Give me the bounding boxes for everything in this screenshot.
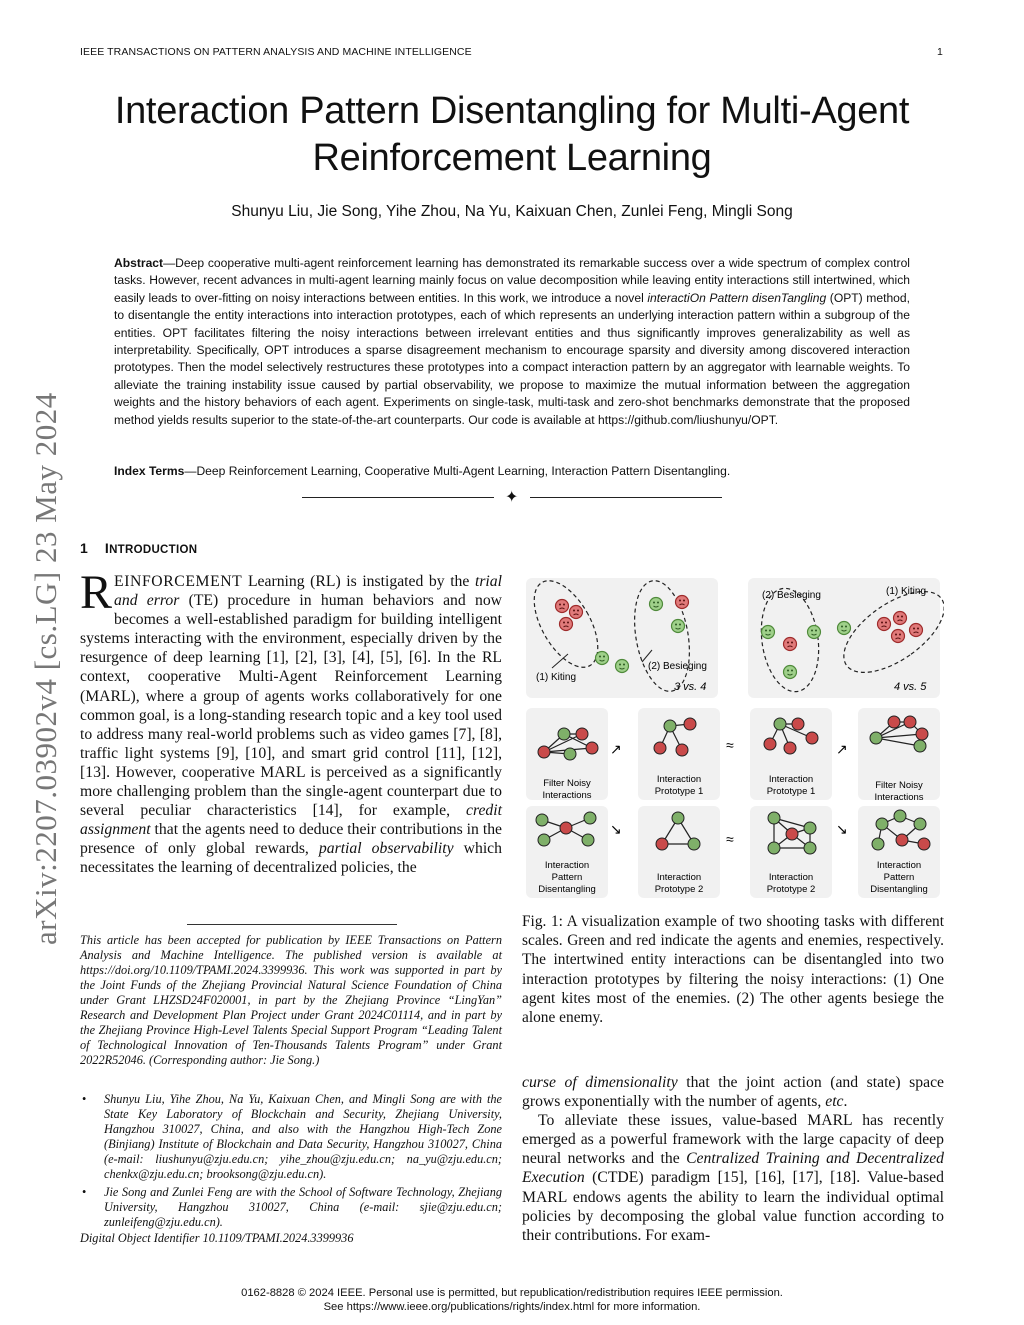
enemy-node [586,742,598,754]
label-filter-noisy-right-2: Interactions [874,792,924,803]
title-line-2: Reinforcement Learning [312,137,712,179]
intro-text-a: Learning (RL) is instigated by the [242,573,475,590]
label-filter-noisy-left-1: Filter Noisy [543,778,591,789]
agent-icon [616,660,629,673]
right-column-text [522,1073,944,1245]
agent-node [876,818,888,830]
affiliation-item: • Shunyu Liu, Yihe Zhou, Na Yu, Kaixuan Chen, and Mingli Song are with the State Key Laboratory of Blockchain and Security, Zhejiang University, Hangzhou 310027, China, and also with the Hangzhou High-Tech Zone (Binjiang) Institute of Blockchain and Data Security, Hangzhou 310027, China (e-mail: liushunyu@zju.edu.cn; yihe_zhou@zju.edu.cn; na_yu@zju.edu.cn; chenkx@zju.edu.cn; brooksong@zju.edu.cn). [80,1092,502,1182]
agent-node [774,718,786,730]
label-proto2-b-1: Interaction [768,872,814,883]
agent-node [558,728,570,740]
intro-paragraph [80,566,502,878]
agent-icon [650,598,663,611]
label-disentangle-right-2: Pattern [883,872,915,883]
enemy-node [538,746,550,758]
right-text-2b: (CTDE) paradigm [15], [16], [17], [18]. Value-based MARL endows agents the ability to learn the individual optimal policies by decomposing the global value function according to their contributions. For exam- [522,1169,944,1244]
label-besieging-right: (2) Besieging [762,590,821,601]
agent-node [768,842,780,854]
affiliation-item: • Jie Song and Zunlei Feng are with the School of Software Technology, Zhejiang University, Hangzhou 310027, China (e-mail: sjie@zju.edu.cn; zunleifeng@zju.edu.cn). [80,1185,502,1230]
arrow-icon: ↗ [836,741,848,757]
label-besieging-left: (2) Besieging [648,661,707,672]
method-name: interactiOn Pattern disenTangling [647,290,827,305]
author-list: Shunyu Liu, Jie Song, Yihe Zhou, Na Yu, Kaixuan Chen, Zunlei Feng, Mingli Song [231,203,793,220]
agent-node [536,814,548,826]
abstract-text-2: (OPT) method, to disentangle the entity interactions into interaction prototypes, each of which represents an underlying interaction pattern within a subgroup of the entities. OPT facilitates filtering the noisy interactions between irrelevant entities and thus significantly improves generalizability as well as interpretability. Specifically, OPT introduces a sparse disagreement mechanism to encourage sparsity and diversity among discovered interaction prototypes. Then the model selectively restructures these prototypes into a compact interaction pattern by an aggregator with learnable weights. To alleviate the training instability issue caused by partial observability, we propose to maximize the mutual information between the aggregation weights and the history behaviors of each agent. Experiments on single-task, multi-task and zero-shot benchmarks demonstrate that the proposed method yields results superior to the state-of-the-art counterparts. Our code is available at https://github.com/liushunyu/OPT. [114,290,910,427]
label-kiting-left: (1) Kiting [536,672,577,683]
intro-text-d: which necessitates the learning of decentralized policies, the [80,840,502,877]
agent-icon [762,626,775,639]
label-kiting-right: (1) Kiting [886,586,927,597]
title-line-1: Interaction Pattern Disentangling for Multi-Agent [114,90,910,132]
label-disentangle-right-3: Disentangling [870,884,928,895]
label-proto1-a-2: Prototype 1 [654,786,704,797]
right-paragraph-1 [522,1073,944,1111]
enemy-node [654,742,666,754]
figure-1-graphic [522,572,944,902]
enemy-icon [878,618,891,631]
section-heading [80,540,197,556]
label-proto1-b-1: Interaction [768,774,814,785]
index-terms [114,464,910,478]
label-disentangle-right-1: Interaction [876,860,922,871]
agent-node [584,812,596,824]
affiliation-list [80,1092,502,1233]
index-terms-text: —Deep Reinforcement Learning, Cooperative Multi-Agent Learning, Interaction Pattern Disentangling. [184,464,731,478]
running-head: IEEE TRANSACTIONS ON PATTERN ANALYSIS AND MACHINE INTELLIGENCE [80,46,472,58]
agent-node [564,748,576,760]
approx-icon: ≈ [726,737,734,753]
intro-credit-assignment: credit assignment [80,802,502,839]
enemy-icon [560,618,573,631]
label-filter-noisy-right-1: Filter Noisy [875,780,923,791]
section-title-rest: NTRODUCTION [109,544,198,556]
index-terms-label: Index Terms [114,464,185,478]
paper-title [60,88,964,182]
enemy-node [806,732,818,744]
agent-node [664,720,676,732]
abstract [114,255,910,429]
agent-node [538,834,550,846]
intro-text-c: that the agents need to deduce their contributions in the presence of only global rewards, [80,821,502,858]
abstract-text-1: —Deep cooperative multi-agent reinforcement learning has demonstrated its remarkable success over a wide spectrum of complex control tasks. However, recent advances in multi-agent learning mainly focus on value decomposition while leaving entity interactions still intertwined, which easily leads to over-fitting on noisy interactions between entities. In this work, we introduce a novel [114,256,910,305]
agent-node [914,740,926,752]
enemy-node [684,718,696,730]
enemy-node [560,822,572,834]
enemy-node [792,718,804,730]
scale-label-right: 4 vs. 5 [894,681,927,693]
label-disentangle-left-3: Disentangling [538,884,596,895]
doi-line: Digital Object Identifier 10.1109/TPAMI.2024.3399936 [80,1231,354,1245]
drop-cap: R [80,566,113,619]
enemy-node [888,716,900,728]
agent-node [804,842,816,854]
label-proto2-a-2: Prototype 2 [654,884,704,895]
section-title-first: I [104,540,110,556]
right-paragraph-2 [522,1111,944,1245]
curse-term: curse of dimensionality [522,1074,678,1091]
enemy-node [918,838,930,850]
label-disentangle-left-1: Interaction [544,860,590,871]
enemy-icon [910,624,923,637]
enemy-node [896,834,908,846]
agent-node [872,838,884,850]
agent-node [894,810,906,822]
enemy-node [676,744,688,756]
label-proto2-a-1: Interaction [656,872,702,883]
agent-node [688,838,700,850]
separator-line-right [530,497,722,498]
separator-diamond-icon: ✦ [505,487,519,506]
intro-partial-observability: partial observability [318,840,454,858]
etc-term: etc [825,1093,844,1111]
footer-line-1: 0162-8828 © 2024 IEEE. Personal use is permitted, but republication/redistribution requires IEEE permission. [241,1287,783,1299]
enemy-node [784,742,796,754]
footer-line-2: See https://www.ieee.org/publications/rights/index.html for more information. [323,1300,701,1313]
label-disentangle-left-2: Pattern [551,872,583,883]
agent-icon [672,620,685,633]
enemy-icon [556,600,569,613]
ctde-term: Centralized Training and Decentralized Execution [522,1150,944,1187]
agent-icon [784,666,797,679]
right-text-2a: To alleviate these issues, value-based MARL has recently emerged as a powerful framework with the large capacity of deep neural networks and the [522,1112,944,1168]
agent-icon [808,626,821,639]
figure-1 [522,572,944,902]
arrow-icon: ↘ [610,821,622,837]
agent-node [804,822,816,834]
arxiv-stamp: arXiv:2207.03902v4 [cs.LG] 23 May 2024 [28,392,63,945]
right-text-1-end: . [843,1093,848,1111]
separator-line-left [302,497,494,498]
scale-label-left: 3 vs. 4 [674,681,707,693]
copyright-footer [60,1287,964,1314]
enemy-icon [894,612,907,625]
label-proto1-a-1: Interaction [656,774,702,785]
agent-node [914,818,926,830]
enemy-node [764,738,776,750]
label-proto2-b-2: Prototype 2 [766,884,816,895]
arrow-icon: ↘ [836,821,848,837]
enemy-icon [784,638,797,651]
right-text-1: that the joint action (and state) space grows exponentially with the number of agents, [522,1074,945,1111]
section-number: 1 [80,540,89,556]
approx-icon: ≈ [726,831,734,847]
acceptance-footnote: This article has been accepted for publication by IEEE Transactions on Pattern Analysis and Machine Intelligence. The published version is available at https://doi.org/10.1109/TPAMI.2024.3399936. This work was supported in part by the Joint Funds of the Zhejiang Provincial Natural Science Foundation of China under Grant LHZSD24F020001, in part by the Zhejiang Province “LingYan” Research and Development Plan Project under Grant 2024C01114, and in part by the Zhejiang Province High-Level Talents Special Support Program “Leading Talent of Technological Innovation of Ten-Thousands Talents Program” under Grant 2022R52046. (Corresponding author: Jie Song.) [80,933,502,1067]
page-number: 1 [937,46,943,58]
figure-caption: Fig. 1: A visualization example of two shooting tasks with different scales. Green and red indicate the agents and enemies, respectively. The intertwined entity interactions can be disentangled into two interaction prototypes by filtering the noisy interactions: (1) One agent kites most of the enemies. (2) The other agents besiege the alone enemy. [522,913,944,1027]
enemy-node [576,728,588,740]
label-proto1-b-2: Prototype 1 [766,786,816,797]
agent-icon [596,652,609,665]
label-filter-noisy-left-2: Interactions [542,790,592,801]
agent-node [582,834,594,846]
enemy-icon [570,606,583,619]
enemy-node [904,716,916,728]
abstract-label: Abstract [114,256,164,270]
footnote-rule [187,924,397,925]
arrow-icon: ↗ [610,741,622,757]
agent-node [870,732,882,744]
enemy-icon [892,630,905,643]
enemy-node [916,728,928,740]
enemy-node [786,828,798,840]
agent-node [672,812,684,824]
agent-node [768,812,780,824]
intro-trial-error: trial and error [114,573,502,610]
intro-smallcaps: EINFORCEMENT [114,573,243,590]
agent-icon [838,622,851,635]
enemy-node [656,838,668,850]
enemy-icon [676,596,689,609]
intro-text-b: (TE) procedure in human behaviors and now becomes a well-established paradigm for building intelligent systems interacting with the environment, especially driven by the resurgence of deep learning [1], [2], [3], [4], [5], [6]. In the RL context, cooperative Multi-Agent Reinforcement Learning (MARL), where a group of agents works collaboratively for one common goal, is a long-standing research topic and a key tool used to address many real-world problems such as video games [7], [8], traffic light systems [9], [10], and smart grid control [11], [12], [13]. However, cooperative MARL is perceived as a significantly more challenging problem than the single-agent counterpart due to several peculiar characteristics [14], for example, [80,592,502,820]
